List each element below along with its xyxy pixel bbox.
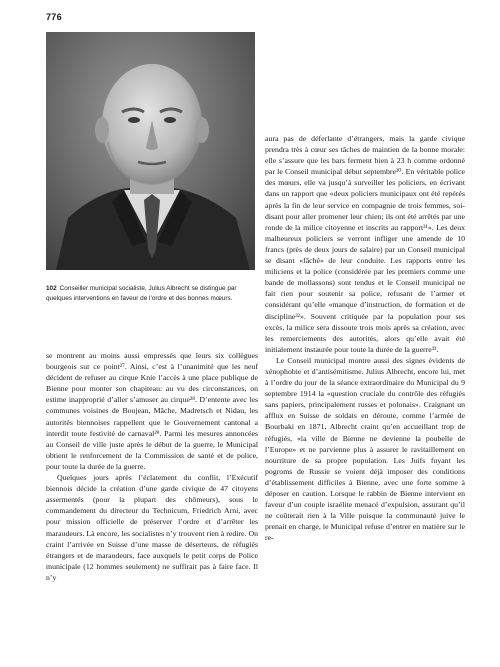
figure-caption	[46, 284, 258, 303]
paragraph: se montrent au moins aussi empressés que leurs six collègues bourgeois sur ce point²⁷. Ainsi, c’est à l’unanimité que les neuf décident de refuser au cirque Knie l’accès à une place publique de Bienne pour monter son chapiteau: au vu des circonstances, on estime inapproprié d’aller s’amuser au cirque²⁸. D’entente avec les communes voisines de Boujean, Mâche, Madretsch et Nidau, les autorités biennoises rappellent que le Gouvernement cantonal a interdit toute festivité de carnaval²⁹. Parmi les mesures annoncées au Conseil de ville juste après le début de la guerre, le Municipal obtient le renforcement de la Commission de santé et de police, pour toute la durée de la guerre.	[46, 351, 258, 471]
portrait-photo	[46, 32, 255, 270]
figure-number: 102	[46, 285, 57, 292]
paragraph: aura pas de déferlante d’étrangers, mais la garde civique prendra très à cœur ses tâches de maintien de la bonne morale: elle s’assure que les bars ferment bien à 23 h comme ordonné par le Conseil municipal début septembre³⁰. En véritable police des mœurs, elle va jusqu’à surveiller les policiers, en écrivant dans un rapport que «deux policiers municipaux ont été repérés après la fin de leur service en compagnie de trois femmes, soi-disant pour aller promener leur chien; ils ont été arrêtés par une ronde de la milice citoyenne et inscrits au rapport³¹». Les deux malheureux policiers se verront infliger une amende de 10 francs (près de deux jours de salaire) par un Conseil municipal se disant «fâché» de leur conduite. Les rapports entre les miliciens et la police (considérée par les premiers comme une bande de mollassons) sont tendus et le Conseil municipal ne fait rien pour soutenir sa police, refusant de l’armer et considérant qu’elle «manque d’instruction, de formation et de discipline³²». Souvent critiquée par la population pour ses excès, la milice sera dissoute trois mois après sa création, avec les remerciements des autorités, alors qu’elle avait été initialement instaurée pour toute la durée de la guerre³³.	[265, 134, 465, 354]
paragraph: Le Conseil municipal montre aussi des signes évidents de xénophobie et d’antisémitisme. Julius Albrecht, encore lui, met à l’ordre du jour de la séance extraordinaire du Municipal du 9 septembre 1914 la «question cruciale du contrôle des réfugiés sans papiers, principalement russes et polonais». Craignant un afflux en Suisse de soldats en déroute, comme l’armée de Bourbaki en 1871, Albrecht craint qu’en accueillant trop de réfugiés, «la ville de Bienne ne devienne la poubelle de l’Europe» et ne parvienne plus à assurer le ravitaillement en nourriture de sa propre population. Les Juifs fuyant les pogroms de Russie se voient déjà imposer des conditions d’établissement difficiles à Bienne, avec une forte somme à déposer en caution. Lorsque le rabbin de Bienne intervient en faveur d’un couple israélite menacé d’expulsion, assurant qu’il ne coûterait rien à la Ville puisque la communauté juive le prenait en charge, le Municipal refuse d’entrer en matière sur le re-	[265, 355, 465, 543]
paragraph: Quelques jours après l’éclatement du conflit, l’Exécutif biennois décide la création d’une garde civique de 47 citoyens assermentés (pour la plupart des chômeurs), sous le commandement du directeur du Technicum, Friedrich Arni, avec pour mission officielle de préserver l’ordre et d’arrêter les maraudeurs. Là encore, les socialistes n’y trouvent rien à redire. On craint l’arrivée en Suisse d’une masse de déserteurs, de réfugiés étrangers et de maraudeurs, face auxquels le petit corps de Police municipale (12 hommes seulement) ne suffirait pas à faire face. Il n’y	[46, 473, 258, 582]
right-column	[265, 133, 465, 543]
left-column	[46, 350, 258, 583]
page-number: 776	[46, 12, 62, 22]
figure-caption-text: Conseiller municipal socialiste, Julius Albrecht se distingue par quelques interventions en faveur de l’ordre et des bonnes mœurs.	[46, 285, 237, 302]
